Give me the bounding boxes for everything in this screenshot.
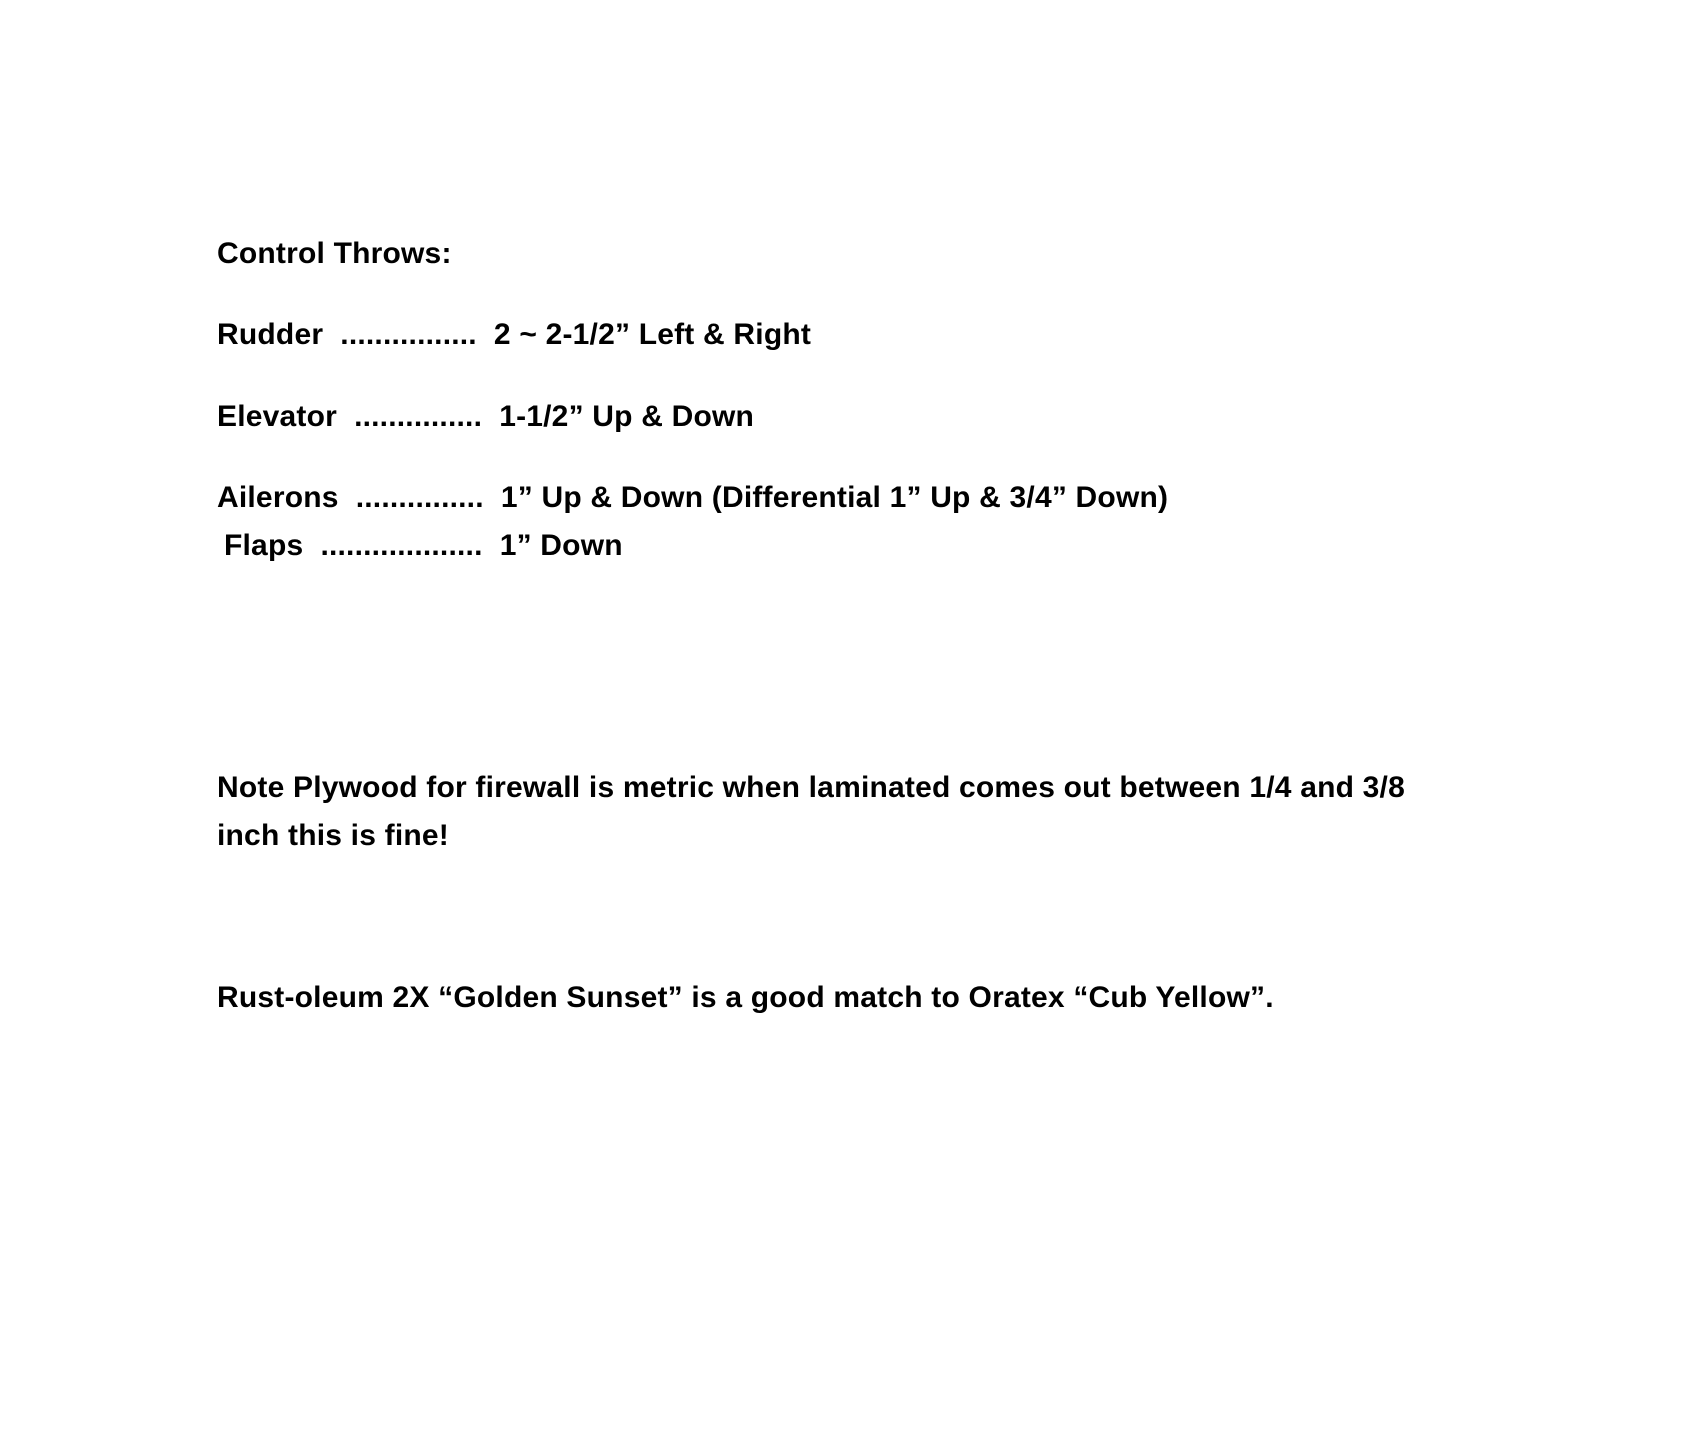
throw-value: 1” Down [499, 529, 623, 562]
throw-label: Elevator [217, 400, 337, 433]
throw-row-rudder [217, 317, 811, 353]
throw-label: Rudder [217, 318, 324, 351]
leader-dots: ................... [320, 529, 483, 562]
leader-dots: ............... [354, 400, 483, 433]
leader-dots: ............... [355, 481, 484, 514]
throw-row-ailerons [217, 480, 1168, 516]
plywood-note-line-1: Note Plywood for firewall is metric when laminated comes out between 1/4 and 3/8 [217, 771, 1405, 804]
throw-label: Ailerons [217, 481, 339, 514]
leader-dots: ................ [340, 318, 477, 351]
throw-row-elevator [217, 399, 754, 435]
plywood-note-line-2: inch this is fine! [217, 819, 449, 852]
throw-value: 2 ~ 2-1/2” Left & Right [493, 318, 812, 351]
control-throws-heading: Control Throws: [217, 237, 452, 270]
paint-color-note: Rust-oleum 2X “Golden Sunset” is a good match to Oratex “Cub Yellow”. [217, 981, 1274, 1014]
throw-value: 1-1/2” Up & Down [499, 400, 755, 433]
throw-row-flaps [224, 528, 623, 564]
throw-value: 1” Up & Down (Differential 1” Up & 3/4” Down) [500, 481, 1169, 514]
throw-label: Flaps [224, 529, 304, 562]
